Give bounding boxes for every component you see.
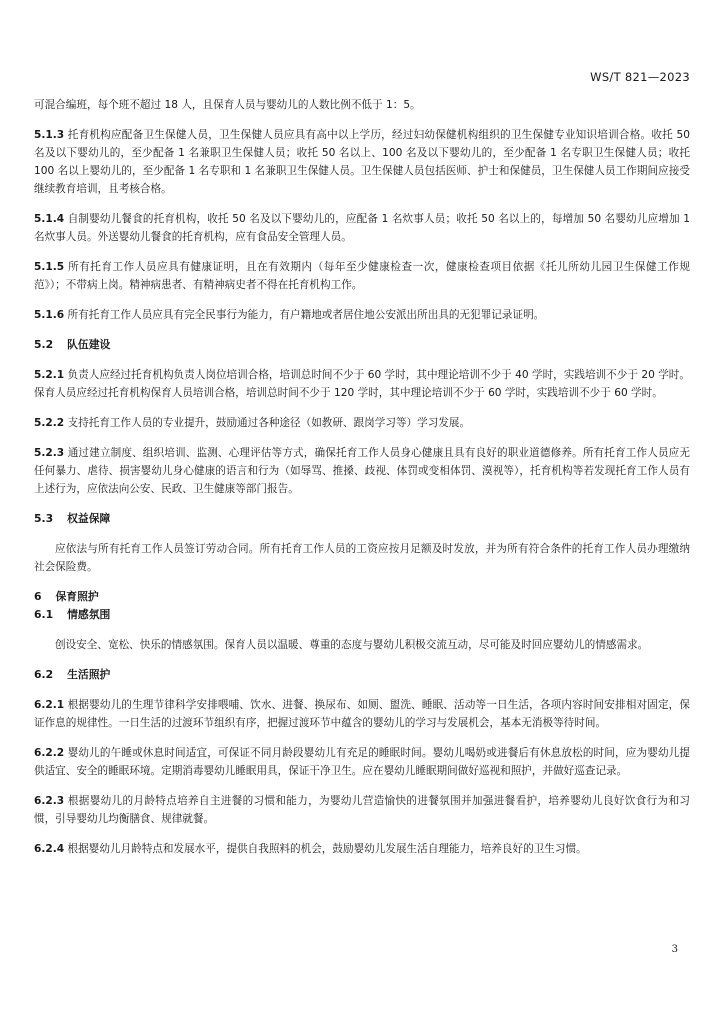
paragraph-continuation: [34, 96, 690, 114]
paragraph-text: 支持托育工作人员的专业提升，鼓励通过各种途径（如教研、跟岗学习等）学习发展。: [67, 417, 471, 429]
paragraph-5-1-6: [34, 306, 690, 324]
clause-number: 6.2.3: [34, 795, 65, 807]
section-heading-6-1: [34, 606, 690, 624]
clause-number: 5.2.3: [34, 447, 65, 459]
paragraph-text: 自制婴幼儿餐食的托育机构，收托 50 名及以下婴幼儿的，应配备 1 名炊事人员；收托 50 名以上的，每增加 50 名婴幼儿应增加 1 名炊事人员。外送婴幼儿餐食的托育机构，应有食品安全管理人员。: [34, 213, 690, 243]
standard-number: WS/T 821—2023: [590, 70, 690, 84]
paragraph-text: 可混合编班，每个班不超过 18 人，且保育人员与婴幼儿的人数比例不低于 1：5。: [34, 99, 421, 111]
paragraph-5-1-3: [34, 126, 690, 198]
paragraph-text: 根据婴幼儿的月龄特点培养自主进餐的习惯和能力，为婴幼儿营造愉快的进餐氛围并加强进餐看护，培养婴幼儿良好饮食行为和习惯，引导婴幼儿均衡膳食、规律就餐。: [34, 795, 690, 825]
section-number: 6.1: [34, 608, 54, 621]
clause-number: 6.2.1: [34, 699, 65, 711]
paragraph-text: 所有托育工作人员应具有健康证明，且在有效期内（每年至少健康检查一次，健康检查项目依据《托儿所幼儿园卫生保健工作规范》）；不带病上岗。精神病患者、有精神病史者不得在托育机构工作。: [34, 261, 690, 291]
chapter-title: 保育照护: [55, 590, 99, 603]
paragraph-text: 根据婴幼儿的生理节律科学安排喂哺、饮水、进餐、换尿布、如厕、盥洗、睡眠、活动等一日生活，各项内容时间安排相对固定，保证作息的规律性。一日生活的过渡环节组织有序，把握过渡环节中蕴含的婴幼儿的学习与发展机会，基本无消极等待时间。: [34, 699, 690, 729]
paragraph-text: 负责人应经过托育机构负责人岗位培训合格，培训总时间不少于 60 学时，其中理论培训不少于 40 学时，实践培训不少于 20 学时。保育人员应经过托育机构保育人员培训合格，培训总时间不少于 120 学时，其中理论培训不少于 60 学时，实践培训不少于 60 学时。: [34, 369, 690, 399]
chapter-heading-6: [34, 588, 690, 606]
paragraph-text: 创设安全、宽松、快乐的情感氛围。保育人员以温暖、尊重的态度与婴幼儿积极交流互动，尽可能及时回应婴幼儿的情感需求。: [55, 639, 649, 651]
paragraph-text: 婴幼儿的午睡或休息时间适宜，可保证不同月龄段婴幼儿有充足的睡眠时间。婴幼儿喝奶或进餐后有休息放松的时间，应为婴幼儿提供适宜、安全的睡眠环境。定期消毒婴幼儿睡眠用具，保证干净卫生。应在婴幼儿睡眠期间做好巡视和照护，并做好巡查记录。: [34, 747, 690, 777]
section-title: 权益保障: [67, 512, 111, 525]
clause-number: 6.2.4: [34, 843, 65, 855]
paragraph-6-2-3: [34, 792, 690, 828]
chapter-number: 6: [34, 590, 42, 603]
paragraph-5-2-1: [34, 366, 690, 402]
document-body: [34, 96, 690, 858]
section-title: 队伍建设: [67, 338, 111, 351]
paragraph-text: 应依法与所有托育工作人员签订劳动合同。所有托育工作人员的工资应按月足额及时发放，并为所有符合条件的托育工作人员办理缴纳社会保险费。: [34, 543, 690, 573]
paragraph-text: 所有托育工作人员应具有完全民事行为能力，有户籍地或者居住地公安派出所出具的无犯罪记录证明。: [67, 309, 545, 321]
section-number: 5.3: [34, 512, 54, 525]
clause-number: 5.2.2: [34, 417, 65, 429]
paragraph-5-2-2: [34, 414, 690, 432]
paragraph-5-1-4: [34, 210, 690, 246]
paragraph-5-3: [34, 540, 690, 576]
paragraph-5-2-3: [34, 444, 690, 498]
paragraph-text: 托育机构应配备卫生保健人员，卫生保健人员应具有高中以上学历，经过妇幼保健机构组织的卫生保健专业知识培训合格。收托 50 名及以下婴幼儿的，至少配备 1 名兼职卫生保健人员；收托 50 名以上、100 名及以下婴幼儿的，至少配备 1 名专职卫生保健人员；收托 100 名以上婴幼儿的，至少配备 1 名专职和 1 名兼职卫生保健人员。卫生保健人员包括医师、护士和保健员，卫生保健人员工作期间应接受继续教育培训，且考核合格。: [34, 129, 691, 195]
section-number: 6.2: [34, 668, 54, 681]
page-number: 3: [671, 944, 678, 955]
section-number: 5.2: [34, 338, 54, 351]
clause-number: 5.1.4: [34, 213, 65, 225]
paragraph-text: 通过建立制度、组织培训、监测、心理评估等方式，确保托育工作人员身心健康且具有良好的职业道德修养。所有托育工作人员应无任何暴力、虐待、损害婴幼儿身心健康的语言和行为（如辱骂、推搡、歧视、体罚或变相体罚、漠视等），托育机构等若发现托育工作人员有上述行为，应依法向公安、民政、卫生健康等部门报告。: [34, 447, 690, 495]
paragraph-5-1-5: [34, 258, 690, 294]
clause-number: 5.2.1: [34, 369, 65, 381]
paragraph-6-2-4: [34, 840, 690, 858]
clause-number: 6.2.2: [34, 747, 65, 759]
section-title: 情感氛围: [67, 608, 111, 621]
paragraph-6-2-2: [34, 744, 690, 780]
section-heading-5-2: [34, 336, 690, 354]
paragraph-6-2-1: [34, 696, 690, 732]
clause-number: 5.1.3: [34, 129, 65, 141]
clause-number: 5.1.5: [34, 261, 65, 273]
section-title: 生活照护: [67, 668, 111, 681]
clause-number: 5.1.6: [34, 309, 65, 321]
section-heading-5-3: [34, 510, 690, 528]
paragraph-6-1: [34, 636, 690, 654]
paragraph-text: 根据婴幼儿月龄特点和发展水平，提供自我照料的机会，鼓励婴幼儿发展生活自理能力，培养良好的卫生习惯。: [67, 843, 587, 855]
section-heading-6-2: [34, 666, 690, 684]
